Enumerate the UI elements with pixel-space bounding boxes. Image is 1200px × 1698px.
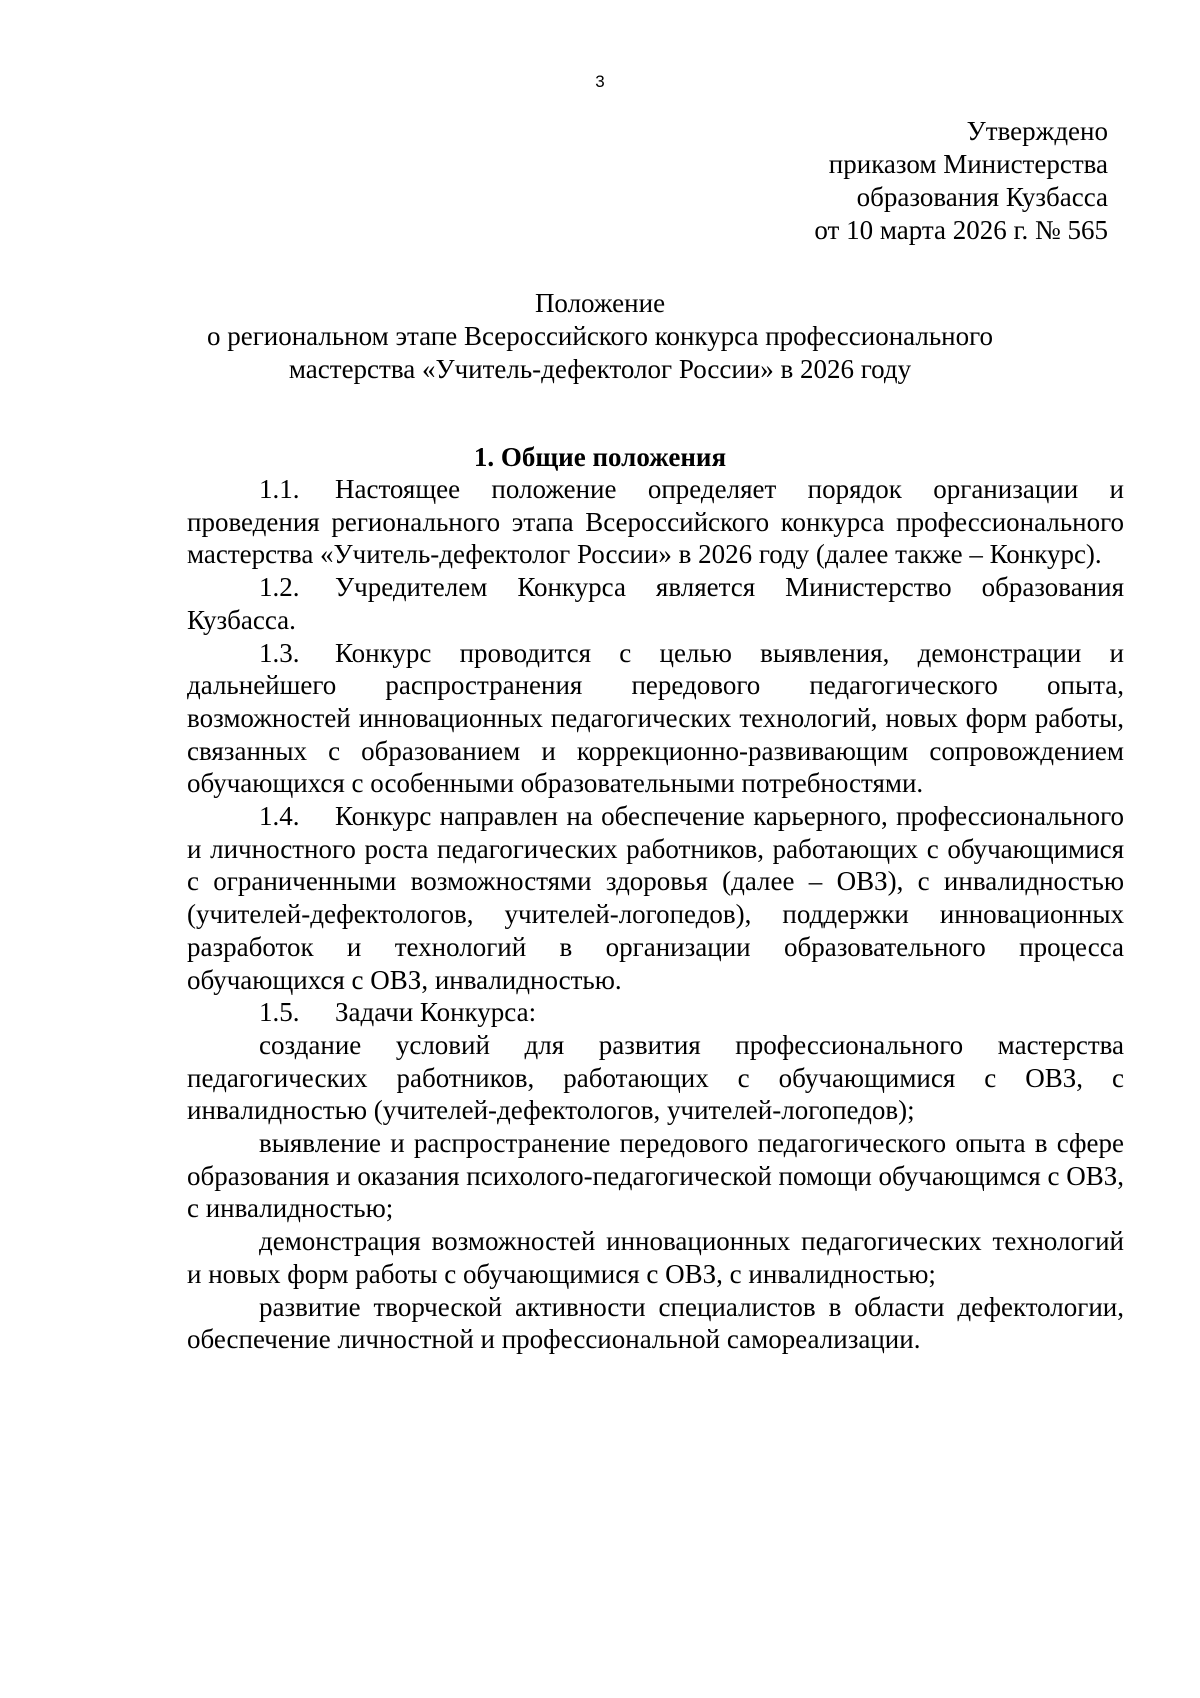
document-title [0,287,1200,386]
approval-line: образования Кузбасса [856,182,1108,212]
section-heading: 1. Общие положения [473,442,727,472]
paragraph-text: Конкурс проводится с целью выявления, демонстрации и дальнейшего распространения передового педагогического опыта, возможностей инновационных педагогических технологий, новых форм работы, связанных с образованием и коррекционно-развивающим сопровождением обучающихся с особенными образовательными потребностями. [187,637,1124,799]
approval-line: приказом Министерства [828,149,1108,179]
numbered-paragraph [187,473,1124,571]
document-body [187,473,1124,1356]
numbered-paragraph [187,996,1124,1029]
page-number: 3 [595,72,605,91]
numbered-paragraph [187,637,1124,801]
title-line: мастерства «Учитель-дефектолог России» в 2026 году [288,354,912,384]
paragraph-text: Конкурс направлен на обеспечение карьерного, профессионального и личностного роста педагогических работников, работающих с обучающимися с ограниченными возможностями здоровья (далее – ОВЗ), с инвалидностью (учителей-дефектологов, учителей-логопедов), поддержки инновационных разработок и технологий в организации образовательного процесса обучающихся с ОВЗ, инвалидностью. [187,801,1124,995]
paragraph-number: 1.3. [259,637,300,668]
approval-stamp [814,115,1108,247]
title-line: о региональном этапе Всероссийского конкурса профессионального [206,321,994,351]
task-paragraph: создание условий для развития профессионального мастерства педагогических работников, работающих с обучающимися с ОВЗ, с инвалидностью (учителей-дефектологов, учителей-логопедов); [187,1029,1124,1126]
task-paragraph: демонстрация возможностей инновационных педагогических технологий и новых форм работы с обучающимися с ОВЗ, с инвалидностью; [187,1226,1124,1289]
paragraph-number: 1.2. [259,572,300,603]
approval-line: Утверждено [966,116,1108,146]
numbered-paragraph [187,571,1124,636]
paragraph-number: 1.5. [259,997,300,1028]
task-paragraph: развитие творческой активности специалистов в области дефектологии, обеспечение личностной и профессиональной самореализации. [187,1291,1124,1355]
paragraph-number: 1.1. [259,474,300,504]
paragraph-text: Учредителем Конкурса является Министерство образования Кузбасса. [187,572,1124,635]
approval-line: от 10 марта 2026 г. № 565 [814,215,1108,245]
paragraph-text: Настоящее положение определяет порядок организации и проведения регионального этапа Всероссийского конкурса профессионального мастерства «Учитель-дефектолог России» в 2026 году (далее также – Конкурс). [187,474,1124,570]
paragraph-number: 1.4. [259,801,300,832]
numbered-paragraph [187,800,1124,996]
title-line: Положение [534,288,666,318]
paragraph-text: Задачи Конкурса: [335,997,537,1028]
task-paragraph: выявление и распространение передового педагогического опыта в сфере образования и оказания психолого-педагогической помощи обучающимся с ОВЗ, с инвалидностью; [187,1128,1124,1224]
